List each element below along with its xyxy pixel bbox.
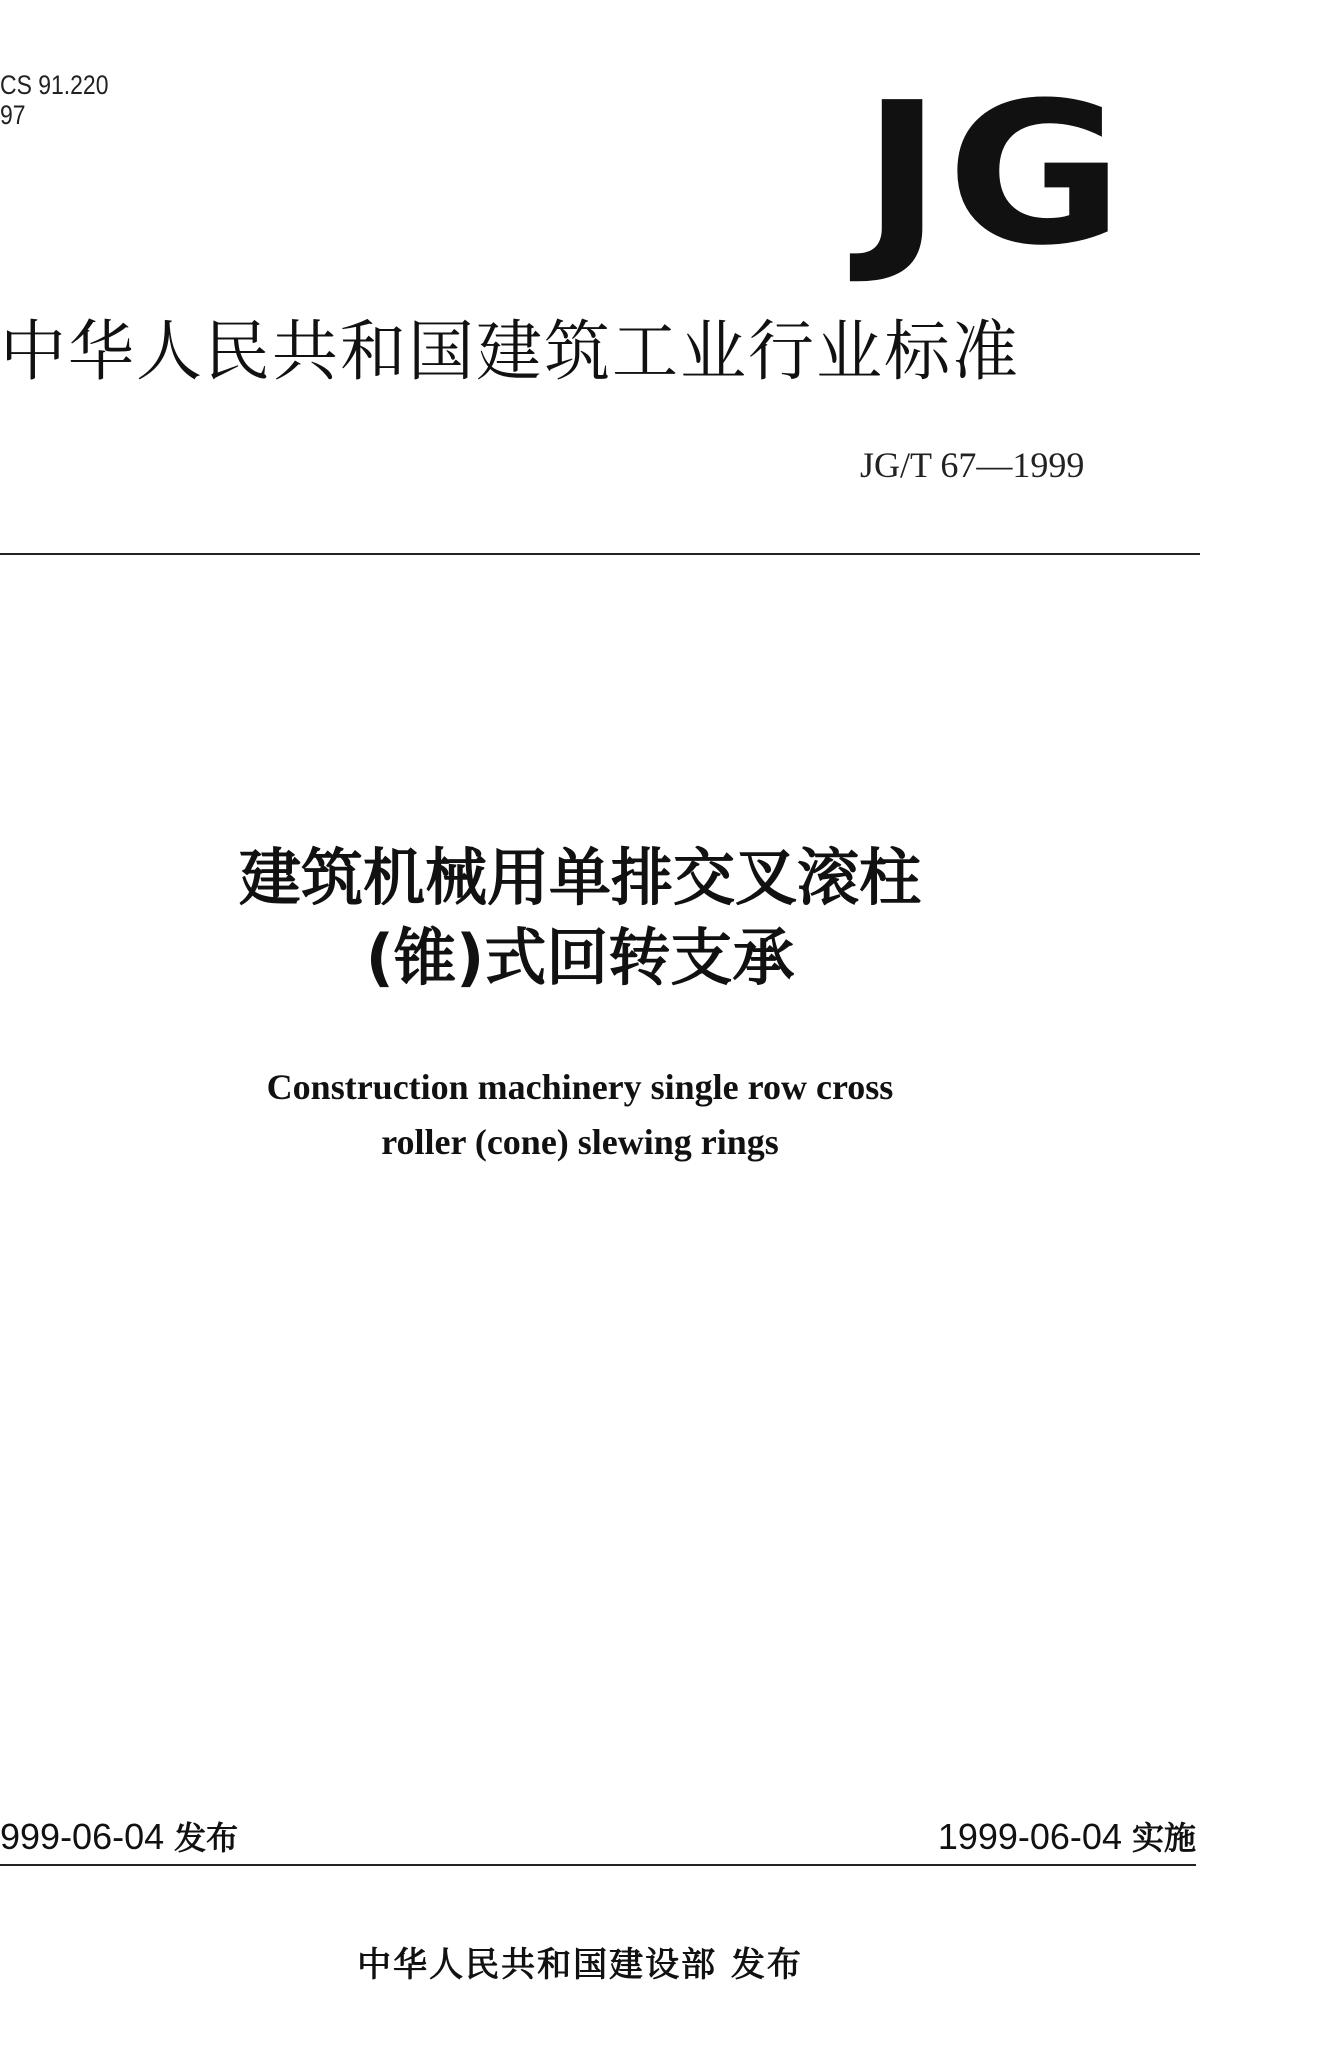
chinese-title bbox=[0, 838, 1160, 998]
implementation-date-value: 1999-06-04 bbox=[937, 1816, 1122, 1857]
ics-code bbox=[0, 70, 108, 130]
ics-line-1: CS 91.220 bbox=[0, 70, 109, 100]
standard-number: JG/T 67—1999 bbox=[860, 445, 1085, 485]
top-divider bbox=[0, 553, 1200, 555]
standard-category-title: 中华人民共和国建筑工业行业标准 bbox=[0, 313, 1020, 390]
issue-date-label: 发布 bbox=[174, 1819, 239, 1857]
implementation-date-label: 实施 bbox=[1131, 1819, 1196, 1857]
jg-logo: JG bbox=[862, 61, 1128, 289]
english-title-line-1: Construction machinery single row cross bbox=[266, 1067, 894, 1107]
implementation-date bbox=[938, 1815, 1196, 1860]
issue-date bbox=[0, 1815, 238, 1860]
publisher-line: 中华人民共和国建设部 发布 bbox=[357, 1945, 803, 1985]
english-title-line-2: roller (cone) slewing rings bbox=[381, 1122, 779, 1162]
english-title bbox=[0, 1060, 1160, 1170]
ics-line-2: 97 bbox=[0, 100, 26, 130]
chinese-title-line-2: (锥)式回转支承 bbox=[365, 921, 795, 994]
issue-date-value: 999-06-04 bbox=[0, 1816, 165, 1857]
bottom-divider bbox=[0, 1864, 1196, 1866]
chinese-title-line-1: 建筑机械用单排交叉滚柱 bbox=[238, 841, 921, 914]
